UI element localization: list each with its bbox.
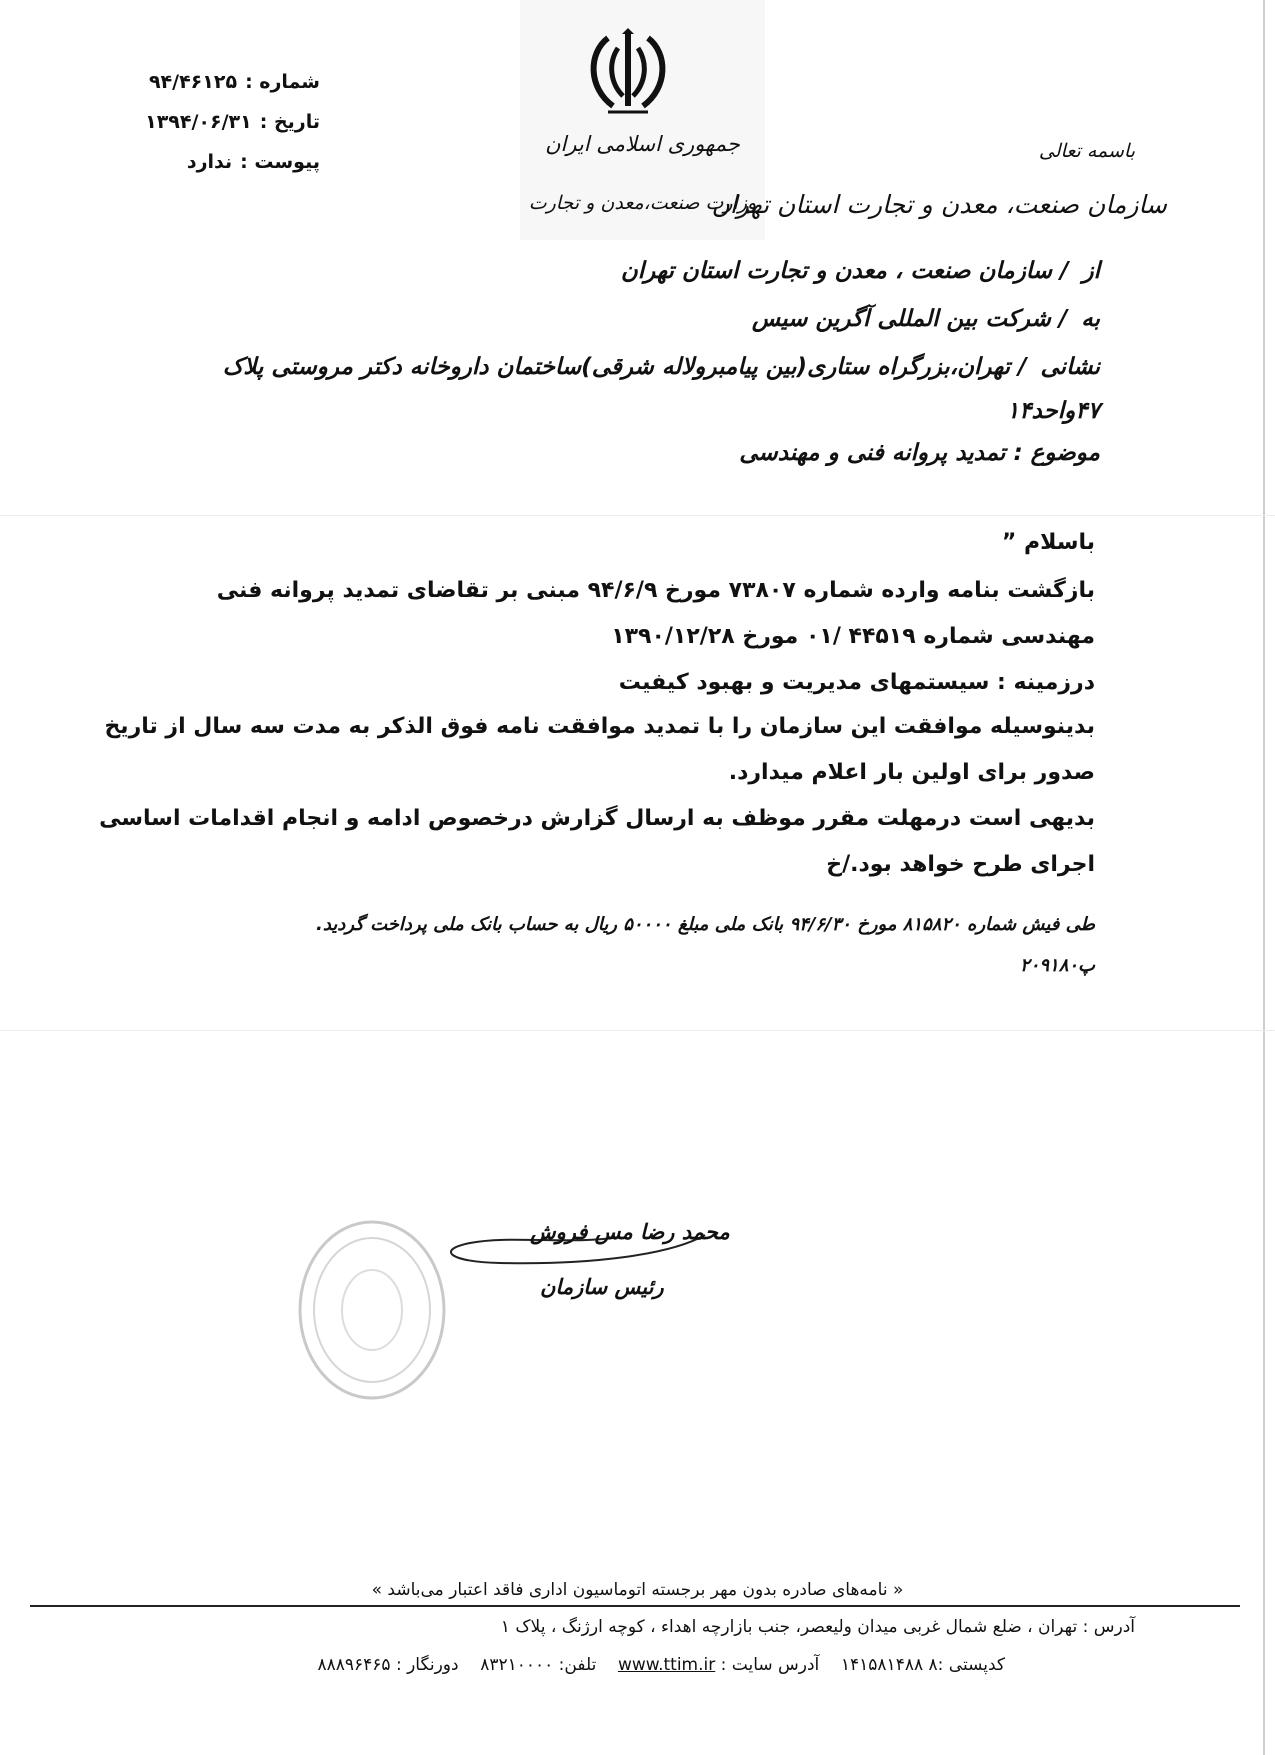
footer-address: آدرس : تهران ، ضلع شمال غربی میدان ولیعصر، جنب بازارچه اهداء ، کوچه ارژنگ ، پلاک ۱ — [500, 1617, 1135, 1637]
body-text: اجرای طرح خواهد بود./خ — [826, 852, 1095, 877]
number-label: شماره : — [245, 71, 320, 93]
body-text: مهندسی شماره ۴۴۵۱۹ /۰۱ مورخ ۱۳۹۰/۱۲/۲۸ — [611, 624, 1095, 649]
address-line-2: ۴۷واحد۱۴ — [1006, 398, 1100, 424]
embossed-seal-icon — [292, 1215, 452, 1405]
from-value: / سازمان صنعت ، معدن و تجارت استان تهران — [620, 258, 1069, 284]
fold-line — [0, 515, 1275, 516]
fax-label: دورنگار : — [395, 1655, 459, 1675]
subject-label: موضوع : — [1013, 440, 1100, 466]
iran-emblem-icon — [578, 28, 678, 118]
invocation: باسمه تعالی — [1038, 140, 1135, 162]
subject-line — [739, 440, 1100, 466]
organization-heading: سازمان صنعت، معدن و تجارت استان تهران — [711, 190, 1167, 219]
footer-notice: « نامه‌های صادره بدون مهر برجسته اتوماسیون اداری فاقد اعتبار می‌باشد » — [371, 1580, 904, 1600]
number-value: ۹۴/۴۶۱۲۵ — [148, 71, 238, 93]
emblem-title: جمهوری اسلامی ایران — [545, 132, 740, 156]
fax-value: ۸۸۸۹۶۴۶۵ — [317, 1655, 391, 1675]
address-label: نشانی — [1040, 354, 1100, 380]
to-line — [752, 306, 1100, 332]
from-label: از — [1082, 258, 1100, 284]
postal-code: کدپستی :۸ ۱۴۱۵۸۱۴۸۸ — [840, 1655, 1005, 1675]
greeting: باسلام ” — [1001, 530, 1095, 555]
body-text: بازگشت بنامه وارده شماره ۷۳۸۰۷ مورخ ۹۴/۶/۹ مبنی بر تقاضای تمدید پروانه فنی — [216, 578, 1095, 603]
date-row — [100, 102, 320, 142]
number-row — [100, 62, 320, 102]
date-value: ۱۳۹۴/۰۶/۳۱ — [145, 111, 252, 133]
to-label: به — [1081, 306, 1100, 332]
to-value: / شرکت بین المللی آگرین سیس — [751, 306, 1068, 332]
address-value: / تهران،بزرگراه ستاری(بین پیامبرولاله شرقی)ساختمان داروخانه دکتر مروستی پلاک — [222, 354, 1027, 380]
from-line — [621, 258, 1100, 284]
body-text: بدینوسیله موافقت این سازمان را با تمدید موافقت نامه فوق الذکر به مدت سه سال از تاریخ — [104, 714, 1095, 739]
page-edge — [1263, 0, 1265, 1755]
payment-note: طی فیش شماره ۸۱۵۸۲۰ مورخ ۹۴/۶/۳۰ بانک ملی مبلغ ۵۰۰۰۰ ریال به حساب بانک ملی پرداخت گردید. — [316, 914, 1095, 935]
body-text: بدیهی است درمهلت مقرر موظف به ارسال گزارش درخصوص ادامه و انجام اقدامات اساسی — [99, 806, 1095, 831]
phone-value: ۸۳۲۱۰۰۰۰ — [480, 1655, 554, 1675]
website-label: آدرس سایت : — [720, 1655, 820, 1675]
attachment-row — [100, 142, 320, 182]
fold-line — [0, 1030, 1275, 1031]
footer-divider — [30, 1605, 1240, 1607]
address-line — [223, 354, 1100, 380]
subject-value: تمدید پروانه فنی و مهندسی — [739, 440, 1006, 466]
date-label: تاریخ : — [259, 111, 320, 133]
website-link[interactable]: www.ttim.ir — [617, 1655, 716, 1675]
footer-contact — [318, 1655, 1006, 1675]
phone-label: تلفن: — [558, 1655, 597, 1675]
letter-meta — [100, 62, 320, 182]
field-line: درزمینه : سیستمهای مدیریت و بهبود کیفیت — [618, 670, 1095, 695]
payment-ref: پ۲۰۹۱۸۰ — [1020, 955, 1095, 976]
ministry-name: وزارت صنعت،معدن و تجارت — [528, 192, 757, 214]
attachment-value: ندارد — [186, 151, 233, 173]
signer-name: محمد رضا مس فروش — [530, 1220, 730, 1244]
body-text: صدور برای اولین بار اعلام میدارد. — [728, 760, 1095, 785]
signer-title: رئیس سازمان — [540, 1275, 664, 1299]
attachment-label: پیوست : — [240, 151, 320, 173]
